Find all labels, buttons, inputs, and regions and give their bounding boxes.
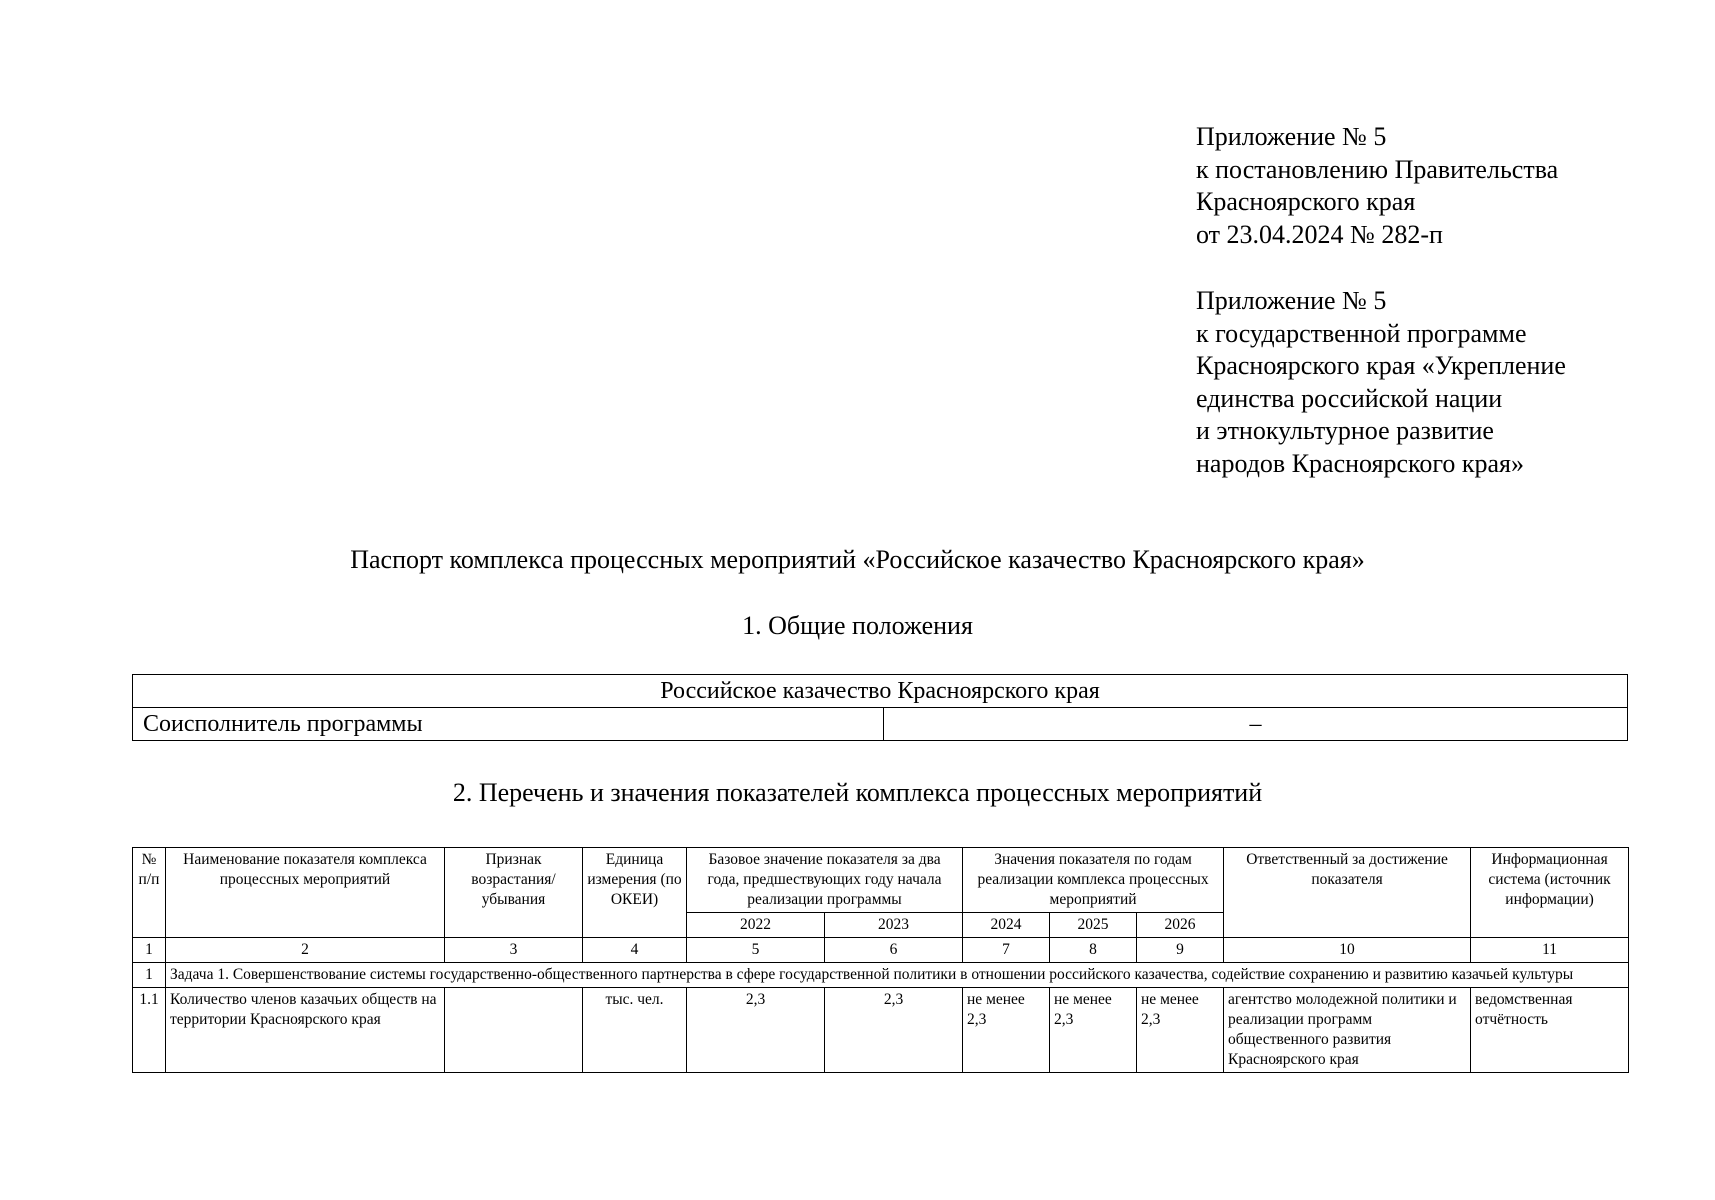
- row-sign: [445, 988, 583, 1073]
- column-number: 9: [1137, 938, 1224, 963]
- appendix-resolution-line: от 23.04.2024 № 282-п: [1196, 219, 1443, 249]
- header-responsible: Ответственный за достижение показателя: [1224, 848, 1471, 938]
- general-provisions-table: [132, 674, 1628, 741]
- row-name: Количество членов казачьих обществ на территории Красноярского края: [166, 988, 445, 1073]
- row-base-2022: 2,3: [687, 988, 825, 1073]
- row-year-2024: не менее 2,3: [963, 988, 1050, 1073]
- indicators-table: [132, 847, 1629, 1073]
- general-header-row: [133, 675, 1628, 708]
- column-number: 8: [1050, 938, 1137, 963]
- header-year-2026: 2026: [1137, 913, 1224, 938]
- header-sign: Признак возрастания/ убывания: [445, 848, 583, 938]
- appendix-resolution-line: к постановлению Правительства: [1196, 154, 1559, 184]
- appendix-resolution: [1196, 121, 1558, 251]
- appendix-program-line: народов Красноярского края»: [1196, 448, 1525, 478]
- table-row: [133, 988, 1629, 1073]
- co-executor-value: –: [884, 708, 1628, 741]
- appendix-program-line: к государственной программе: [1196, 318, 1527, 348]
- column-number: 11: [1471, 938, 1629, 963]
- appendix-resolution-line: Приложение № 5: [1196, 122, 1387, 151]
- row-num: 1.1: [133, 988, 166, 1073]
- column-number: 7: [963, 938, 1050, 963]
- row-unit: тыс. чел.: [583, 988, 687, 1073]
- header-name: Наименование показателя комплекса процессных мероприятий: [166, 848, 445, 938]
- row-responsible: агентство молодежной политики и реализации программ общественного развития Красноярского края: [1224, 988, 1471, 1073]
- passport-title: Паспорт комплекса процессных мероприятий «Российское казачество Красноярского края»: [350, 545, 1365, 574]
- general-row: [133, 708, 1628, 741]
- appendix-resolution-line: Красноярского края: [1196, 187, 1416, 217]
- header-num: № п/п: [133, 848, 166, 938]
- task-num: 1: [133, 963, 166, 988]
- task-row: [133, 963, 1629, 988]
- header-year-2024: 2024: [963, 913, 1050, 938]
- header-base-2023: 2023: [825, 913, 963, 938]
- general-header-cell: Российское казачество Красноярского края: [133, 675, 1628, 708]
- appendix-program-line: единства российской нации: [1196, 383, 1503, 413]
- header-year-2025: 2025: [1050, 913, 1137, 938]
- row-base-2023: 2,3: [825, 988, 963, 1073]
- header-years: Значения показателя по годам реализации комплекса процессных мероприятий: [963, 848, 1224, 913]
- task-text: Задача 1. Совершенствование системы государственно-общественного партнерства в сфере государственной политики в отношении российского казачества, содействие сохранению и развитию казачьей культуры: [166, 963, 1629, 988]
- column-number: 4: [583, 938, 687, 963]
- header-base-2022: 2022: [687, 913, 825, 938]
- appendix-program-line: и этнокультурное развитие: [1196, 416, 1494, 446]
- header-info-system: Информационная система (источник информации): [1471, 848, 1629, 938]
- row-year-2026: не менее 2,3: [1137, 988, 1224, 1073]
- section2-title: 2. Перечень и значения показателей комплекса процессных мероприятий: [452, 778, 1263, 807]
- column-number: 1: [133, 938, 166, 963]
- column-number: 6: [825, 938, 963, 963]
- column-number: 2: [166, 938, 445, 963]
- row-year-2025: не менее 2,3: [1050, 988, 1137, 1073]
- table-header-row: [133, 848, 1629, 913]
- co-executor-label: Соисполнитель программы: [133, 708, 884, 741]
- column-number: 5: [687, 938, 825, 963]
- row-info-system: ведомственная отчётность: [1471, 988, 1629, 1073]
- column-number-row: [133, 938, 1629, 963]
- header-base: Базовое значение показателя за два года, предшествующих году начала реализации программы: [687, 848, 963, 913]
- column-number: 3: [445, 938, 583, 963]
- column-number: 10: [1224, 938, 1471, 963]
- appendix-program: [1196, 285, 1566, 481]
- appendix-program-line: Приложение № 5: [1196, 286, 1387, 315]
- section1-title: 1. Общие положения: [742, 611, 973, 640]
- header-unit: Единица измерения (по ОКЕИ): [583, 848, 687, 938]
- appendix-program-line: Красноярского края «Укрепление: [1196, 351, 1566, 381]
